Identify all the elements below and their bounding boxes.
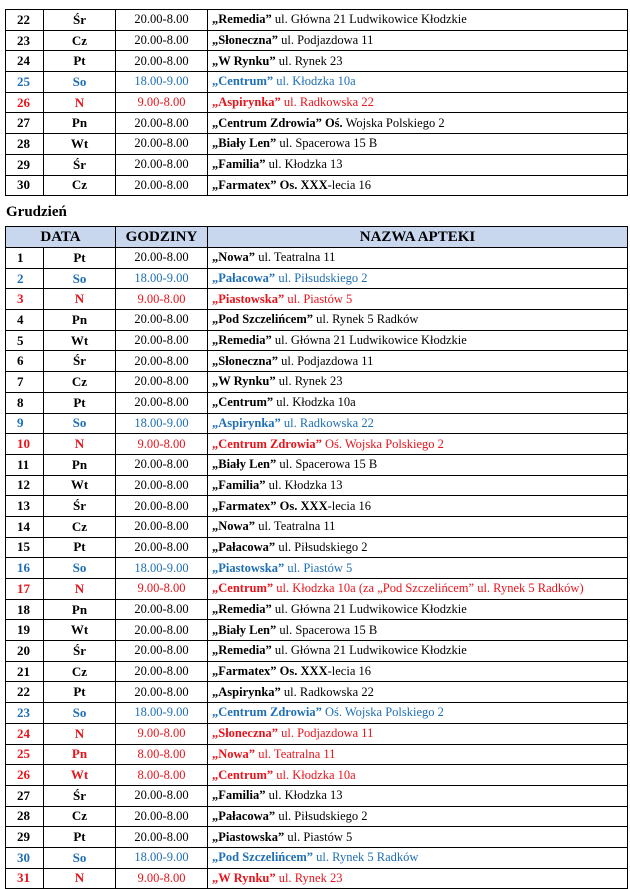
pharmacy-name: „W Rynku”	[212, 870, 276, 885]
pharmacy-name: „Aspirynka”	[212, 415, 281, 430]
december-duty-table	[5, 226, 628, 889]
pharmacy-address: ul. Rynek 5 Radków	[313, 312, 419, 327]
weekday-cell: Śr	[44, 785, 116, 806]
pharmacy-name: „Aspirynka”	[212, 95, 281, 110]
pharmacy-address: ul. Piłsudskiego 2	[275, 539, 368, 554]
day-cell: 12	[6, 475, 44, 496]
pharmacy-address: -lecia 16	[327, 177, 371, 192]
hours-cell: 20.00-8.00	[116, 310, 208, 331]
weekday-cell: Pt	[44, 248, 116, 269]
pharmacy-name: „Centrum”	[212, 581, 274, 596]
day-cell: 31	[6, 868, 44, 889]
pharmacy-name: „Remedia”	[212, 12, 272, 27]
pharmacy-cell	[208, 723, 628, 744]
weekday-cell: Pn	[44, 599, 116, 620]
pharmacy-cell	[208, 351, 628, 372]
table-row	[6, 599, 628, 620]
weekday-cell: Cz	[44, 30, 116, 51]
day-cell: 3	[6, 289, 44, 310]
hours-cell: 20.00-8.00	[116, 496, 208, 517]
weekday-cell: Cz	[44, 372, 116, 393]
weekday-cell: Pt	[44, 827, 116, 848]
table-row	[6, 92, 628, 113]
weekday-cell: So	[44, 72, 116, 93]
day-cell: 15	[6, 537, 44, 558]
pharmacy-address: ul. Kłodzka 10a (za „Pod Szczelińcem” ul. Rynek 5 Radków)	[273, 581, 584, 596]
day-cell: 29	[6, 154, 44, 175]
pharmacy-cell	[208, 175, 628, 196]
day-cell: 20	[6, 641, 44, 662]
pharmacy-address: -lecia 16	[327, 664, 371, 679]
header-date: DATA	[6, 227, 116, 248]
day-cell: 4	[6, 310, 44, 331]
hours-cell: 18.00-9.00	[116, 413, 208, 434]
hours-cell: 9.00-8.00	[116, 92, 208, 113]
pharmacy-cell	[208, 10, 628, 31]
day-cell: 14	[6, 516, 44, 537]
pharmacy-cell	[208, 703, 628, 724]
hours-cell: 20.00-8.00	[116, 454, 208, 475]
weekday-cell: Pn	[44, 310, 116, 331]
pharmacy-name: „Farmatex” Os. XXX	[212, 177, 328, 192]
weekday-cell: Śr	[44, 10, 116, 31]
day-cell: 13	[6, 496, 44, 517]
hours-cell: 9.00-8.00	[116, 434, 208, 455]
pharmacy-cell	[208, 392, 628, 413]
table-row	[6, 134, 628, 155]
pharmacy-name: „Remedia”	[212, 602, 272, 617]
day-cell: 23	[6, 30, 44, 51]
table-row	[6, 175, 628, 196]
pharmacy-cell	[208, 496, 628, 517]
weekday-cell: Pn	[44, 744, 116, 765]
pharmacy-cell	[208, 51, 628, 72]
pharmacy-address: ul. Piastów 5	[284, 291, 353, 306]
table-row	[6, 579, 628, 600]
hours-cell: 9.00-8.00	[116, 579, 208, 600]
day-cell: 19	[6, 620, 44, 641]
pharmacy-address: Oś. Wojska Polskiego 2	[321, 705, 444, 720]
pharmacy-address: ul. Spacerowa 15 B	[276, 136, 378, 151]
pharmacy-address: ul. Rynek 23	[275, 374, 343, 389]
pharmacy-name: „Farmatex” Os. XXX	[212, 664, 328, 679]
pharmacy-address: ul. Kłodzka 10a	[273, 74, 356, 89]
pharmacy-cell	[208, 268, 628, 289]
day-cell: 30	[6, 847, 44, 868]
pharmacy-name: „Centrum Zdrowia”	[212, 705, 322, 720]
pharmacy-address: ul. Spacerowa 15 B	[276, 622, 378, 637]
pharmacy-name: „Centrum Zdrowia”	[212, 436, 322, 451]
hours-cell: 20.00-8.00	[116, 330, 208, 351]
hours-cell: 20.00-8.00	[116, 10, 208, 31]
table-row	[6, 392, 628, 413]
table-row	[6, 744, 628, 765]
hours-cell: 18.00-9.00	[116, 703, 208, 724]
table-row	[6, 413, 628, 434]
table-row	[6, 310, 628, 331]
table-header-row	[6, 227, 628, 248]
day-cell: 26	[6, 765, 44, 786]
day-cell: 16	[6, 558, 44, 579]
weekday-cell: N	[44, 434, 116, 455]
pharmacy-address: ul. Kłodzka 13	[265, 477, 343, 492]
day-cell: 11	[6, 454, 44, 475]
pharmacy-cell	[208, 248, 628, 269]
weekday-cell: Pt	[44, 682, 116, 703]
pharmacy-name: „Biały Len”	[212, 457, 277, 472]
pharmacy-address: ul. Piastów 5	[284, 829, 353, 844]
pharmacy-cell	[208, 579, 628, 600]
pharmacy-address: ul. Główna 21 Ludwikowice Kłodzkie	[271, 602, 467, 617]
pharmacy-name: „Piastowska”	[212, 829, 285, 844]
pharmacy-name: „Familia”	[212, 788, 266, 803]
weekday-cell: Śr	[44, 641, 116, 662]
pharmacy-cell	[208, 30, 628, 51]
hours-cell: 20.00-8.00	[116, 641, 208, 662]
hours-cell: 20.00-8.00	[116, 392, 208, 413]
pharmacy-address: ul. Podjazdowa 11	[277, 353, 374, 368]
weekday-cell: Pt	[44, 51, 116, 72]
pharmacy-address: ul. Radkowska 22	[280, 95, 374, 110]
hours-cell: 8.00-8.00	[116, 765, 208, 786]
pharmacy-address: ul. Główna 21 Ludwikowice Kłodzkie	[271, 12, 467, 27]
hours-cell: 20.00-8.00	[116, 134, 208, 155]
day-cell: 8	[6, 392, 44, 413]
pharmacy-name: „Remedia”	[212, 643, 272, 658]
table-row	[6, 641, 628, 662]
pharmacy-name: „Pod Szczelińcem”	[212, 312, 314, 327]
november-table-body	[6, 10, 628, 196]
hours-cell: 20.00-8.00	[116, 475, 208, 496]
table-row	[6, 847, 628, 868]
pharmacy-cell	[208, 516, 628, 537]
pharmacy-address: ul. Podjazdowa 11	[277, 726, 374, 741]
weekday-cell: Pt	[44, 392, 116, 413]
pharmacy-cell	[208, 868, 628, 889]
pharmacy-address: ul. Podjazdowa 11	[277, 33, 374, 48]
pharmacy-cell	[208, 537, 628, 558]
hours-cell: 20.00-8.00	[116, 30, 208, 51]
weekday-cell: Cz	[44, 175, 116, 196]
day-cell: 9	[6, 413, 44, 434]
weekday-cell: Pn	[44, 113, 116, 134]
hours-cell: 18.00-9.00	[116, 72, 208, 93]
pharmacy-address: ul. Teatralna 11	[255, 250, 336, 265]
weekday-cell: N	[44, 723, 116, 744]
table-row	[6, 372, 628, 393]
pharmacy-cell	[208, 454, 628, 475]
pharmacy-name: „Centrum”	[212, 74, 274, 89]
day-cell: 26	[6, 92, 44, 113]
table-row	[6, 496, 628, 517]
day-cell: 21	[6, 661, 44, 682]
pharmacy-address: ul. Teatralna 11	[255, 746, 336, 761]
hours-cell: 20.00-8.00	[116, 372, 208, 393]
day-cell: 24	[6, 723, 44, 744]
pharmacy-cell	[208, 92, 628, 113]
day-cell: 25	[6, 72, 44, 93]
day-cell: 17	[6, 579, 44, 600]
hours-cell: 20.00-8.00	[116, 661, 208, 682]
day-cell: 27	[6, 113, 44, 134]
pharmacy-address: ul. Rynek 5 Radków	[313, 850, 419, 865]
hours-cell: 20.00-8.00	[116, 785, 208, 806]
pharmacy-address: ul. Kłodzka 13	[265, 157, 343, 172]
day-cell: 6	[6, 351, 44, 372]
hours-cell: 18.00-9.00	[116, 268, 208, 289]
weekday-cell: Wt	[44, 620, 116, 641]
pharmacy-cell	[208, 682, 628, 703]
table-row	[6, 868, 628, 889]
hours-cell: 20.00-8.00	[116, 806, 208, 827]
table-row	[6, 785, 628, 806]
pharmacy-cell	[208, 641, 628, 662]
table-row	[6, 516, 628, 537]
pharmacy-cell	[208, 661, 628, 682]
hours-cell: 20.00-8.00	[116, 537, 208, 558]
weekday-cell: N	[44, 92, 116, 113]
day-cell: 28	[6, 806, 44, 827]
weekday-cell: Cz	[44, 806, 116, 827]
pharmacy-name: „Familia”	[212, 477, 266, 492]
pharmacy-address: ul. Rynek 23	[275, 870, 343, 885]
hours-cell: 20.00-8.00	[116, 113, 208, 134]
pharmacy-cell	[208, 310, 628, 331]
day-cell: 22	[6, 10, 44, 31]
weekday-cell: So	[44, 847, 116, 868]
pharmacy-address: ul. Piłsudskiego 2	[275, 808, 368, 823]
weekday-cell: So	[44, 703, 116, 724]
pharmacy-cell	[208, 785, 628, 806]
pharmacy-cell	[208, 289, 628, 310]
pharmacy-cell	[208, 372, 628, 393]
month-title: Grudzień	[6, 204, 67, 220]
table-row	[6, 454, 628, 475]
pharmacy-name: „Nowa”	[212, 519, 256, 534]
table-row	[6, 703, 628, 724]
table-row	[6, 10, 628, 31]
table-row	[6, 248, 628, 269]
weekday-cell: So	[44, 268, 116, 289]
hours-cell: 18.00-9.00	[116, 558, 208, 579]
day-cell: 5	[6, 330, 44, 351]
pharmacy-cell	[208, 599, 628, 620]
weekday-cell: Wt	[44, 134, 116, 155]
table-row	[6, 537, 628, 558]
weekday-cell: Wt	[44, 765, 116, 786]
pharmacy-cell	[208, 154, 628, 175]
hours-cell: 8.00-8.00	[116, 744, 208, 765]
day-cell: 29	[6, 827, 44, 848]
weekday-cell: Cz	[44, 661, 116, 682]
hours-cell: 20.00-8.00	[116, 51, 208, 72]
header-pharmacy-name: NAZWA APTEKI	[208, 227, 628, 248]
pharmacy-name: „Centrum Zdrowia” Oś.	[212, 115, 343, 130]
pharmacy-name: „W Rynku”	[212, 374, 276, 389]
weekday-cell: N	[44, 868, 116, 889]
pharmacy-name: „Pałacowa”	[212, 539, 276, 554]
day-cell: 25	[6, 744, 44, 765]
day-cell: 27	[6, 785, 44, 806]
hours-cell: 18.00-9.00	[116, 847, 208, 868]
pharmacy-cell	[208, 134, 628, 155]
weekday-cell: Cz	[44, 516, 116, 537]
pharmacy-cell	[208, 413, 628, 434]
pharmacy-address: ul. Teatralna 11	[255, 519, 336, 534]
pharmacy-name: „Słoneczna”	[212, 353, 278, 368]
day-cell: 18	[6, 599, 44, 620]
pharmacy-name: „Centrum”	[212, 395, 274, 410]
pharmacy-name: „Pałacowa”	[212, 271, 276, 286]
table-row	[6, 682, 628, 703]
table-row	[6, 72, 628, 93]
table-row	[6, 30, 628, 51]
table-row	[6, 661, 628, 682]
november-duty-table	[5, 9, 628, 196]
pharmacy-name: „Centrum”	[212, 767, 274, 782]
december-table-body	[6, 248, 628, 889]
pharmacy-name: „Słoneczna”	[212, 726, 278, 741]
pharmacy-name: „Nowa”	[212, 746, 256, 761]
weekday-cell: So	[44, 558, 116, 579]
pharmacy-name: „Pałacowa”	[212, 808, 276, 823]
hours-cell: 20.00-8.00	[116, 682, 208, 703]
weekday-cell: Śr	[44, 496, 116, 517]
pharmacy-address: ul. Radkowska 22	[280, 415, 374, 430]
pharmacy-cell	[208, 434, 628, 455]
weekday-cell: Śr	[44, 351, 116, 372]
hours-cell: 20.00-8.00	[116, 620, 208, 641]
pharmacy-address: ul. Główna 21 Ludwikowice Kłodzkie	[271, 333, 467, 348]
pharmacy-address: ul. Spacerowa 15 B	[276, 457, 378, 472]
table-row	[6, 289, 628, 310]
table-row	[6, 351, 628, 372]
pharmacy-name: „Biały Len”	[212, 136, 277, 151]
weekday-cell: Pn	[44, 454, 116, 475]
pharmacy-cell	[208, 475, 628, 496]
pharmacy-cell	[208, 330, 628, 351]
table-row	[6, 113, 628, 134]
pharmacy-cell	[208, 765, 628, 786]
hours-cell: 9.00-8.00	[116, 723, 208, 744]
pharmacy-address: ul. Kłodzka 10a	[273, 767, 356, 782]
hours-cell: 20.00-8.00	[116, 827, 208, 848]
pharmacy-address: ul. Radkowska 22	[280, 684, 374, 699]
pharmacy-name: „Piastowska”	[212, 560, 285, 575]
hours-cell: 9.00-8.00	[116, 289, 208, 310]
pharmacy-name: „Nowa”	[212, 250, 256, 265]
pharmacy-address: Oś. Wojska Polskiego 2	[321, 436, 444, 451]
table-row	[6, 154, 628, 175]
pharmacy-name: „Słoneczna”	[212, 33, 278, 48]
hours-cell: 20.00-8.00	[116, 175, 208, 196]
weekday-cell: Wt	[44, 330, 116, 351]
table-row	[6, 723, 628, 744]
day-cell: 24	[6, 51, 44, 72]
pharmacy-cell	[208, 558, 628, 579]
pharmacy-name: „Familia”	[212, 157, 266, 172]
day-cell: 30	[6, 175, 44, 196]
table-row	[6, 330, 628, 351]
hours-cell: 20.00-8.00	[116, 516, 208, 537]
pharmacy-name: „Pod Szczelińcem”	[212, 850, 314, 865]
table-row	[6, 765, 628, 786]
pharmacy-cell	[208, 72, 628, 93]
pharmacy-cell	[208, 113, 628, 134]
table-row	[6, 475, 628, 496]
pharmacy-name: „W Rynku”	[212, 53, 276, 68]
pharmacy-cell	[208, 744, 628, 765]
pharmacy-name: „Piastowska”	[212, 291, 285, 306]
hours-cell: 20.00-8.00	[116, 599, 208, 620]
pharmacy-name: „Biały Len”	[212, 622, 277, 637]
pharmacy-name: „Farmatex” Os. XXX	[212, 498, 328, 513]
pharmacy-address: ul. Rynek 23	[275, 53, 343, 68]
hours-cell: 20.00-8.00	[116, 248, 208, 269]
weekday-cell: So	[44, 413, 116, 434]
table-row	[6, 827, 628, 848]
pharmacy-address: -lecia 16	[327, 498, 371, 513]
table-row	[6, 558, 628, 579]
pharmacy-name: „Remedia”	[212, 333, 272, 348]
pharmacy-address: ul. Piastów 5	[284, 560, 353, 575]
table-row	[6, 268, 628, 289]
table-row	[6, 806, 628, 827]
day-cell: 22	[6, 682, 44, 703]
pharmacy-address: ul. Kłodzka 13	[265, 788, 343, 803]
day-cell: 10	[6, 434, 44, 455]
pharmacy-cell	[208, 847, 628, 868]
day-cell: 1	[6, 248, 44, 269]
pharmacy-address: Wojska Polskiego 2	[342, 115, 445, 130]
day-cell: 28	[6, 134, 44, 155]
weekday-cell: Wt	[44, 475, 116, 496]
weekday-cell: Śr	[44, 154, 116, 175]
hours-cell: 20.00-8.00	[116, 351, 208, 372]
hours-cell: 9.00-8.00	[116, 868, 208, 889]
pharmacy-address: ul. Kłodzka 10a	[273, 395, 356, 410]
pharmacy-cell	[208, 827, 628, 848]
header-hours: GODZINY	[116, 227, 208, 248]
hours-cell: 20.00-8.00	[116, 154, 208, 175]
table-row	[6, 620, 628, 641]
pharmacy-address: ul. Piłsudskiego 2	[275, 271, 368, 286]
day-cell: 7	[6, 372, 44, 393]
weekday-cell: Pt	[44, 537, 116, 558]
pharmacy-cell	[208, 806, 628, 827]
day-cell: 2	[6, 268, 44, 289]
pharmacy-address: ul. Główna 21 Ludwikowice Kłodzkie	[271, 643, 467, 658]
pharmacy-name: „Aspirynka”	[212, 684, 281, 699]
weekday-cell: N	[44, 289, 116, 310]
table-row	[6, 434, 628, 455]
table-row	[6, 51, 628, 72]
weekday-cell: N	[44, 579, 116, 600]
pharmacy-cell	[208, 620, 628, 641]
day-cell: 23	[6, 703, 44, 724]
